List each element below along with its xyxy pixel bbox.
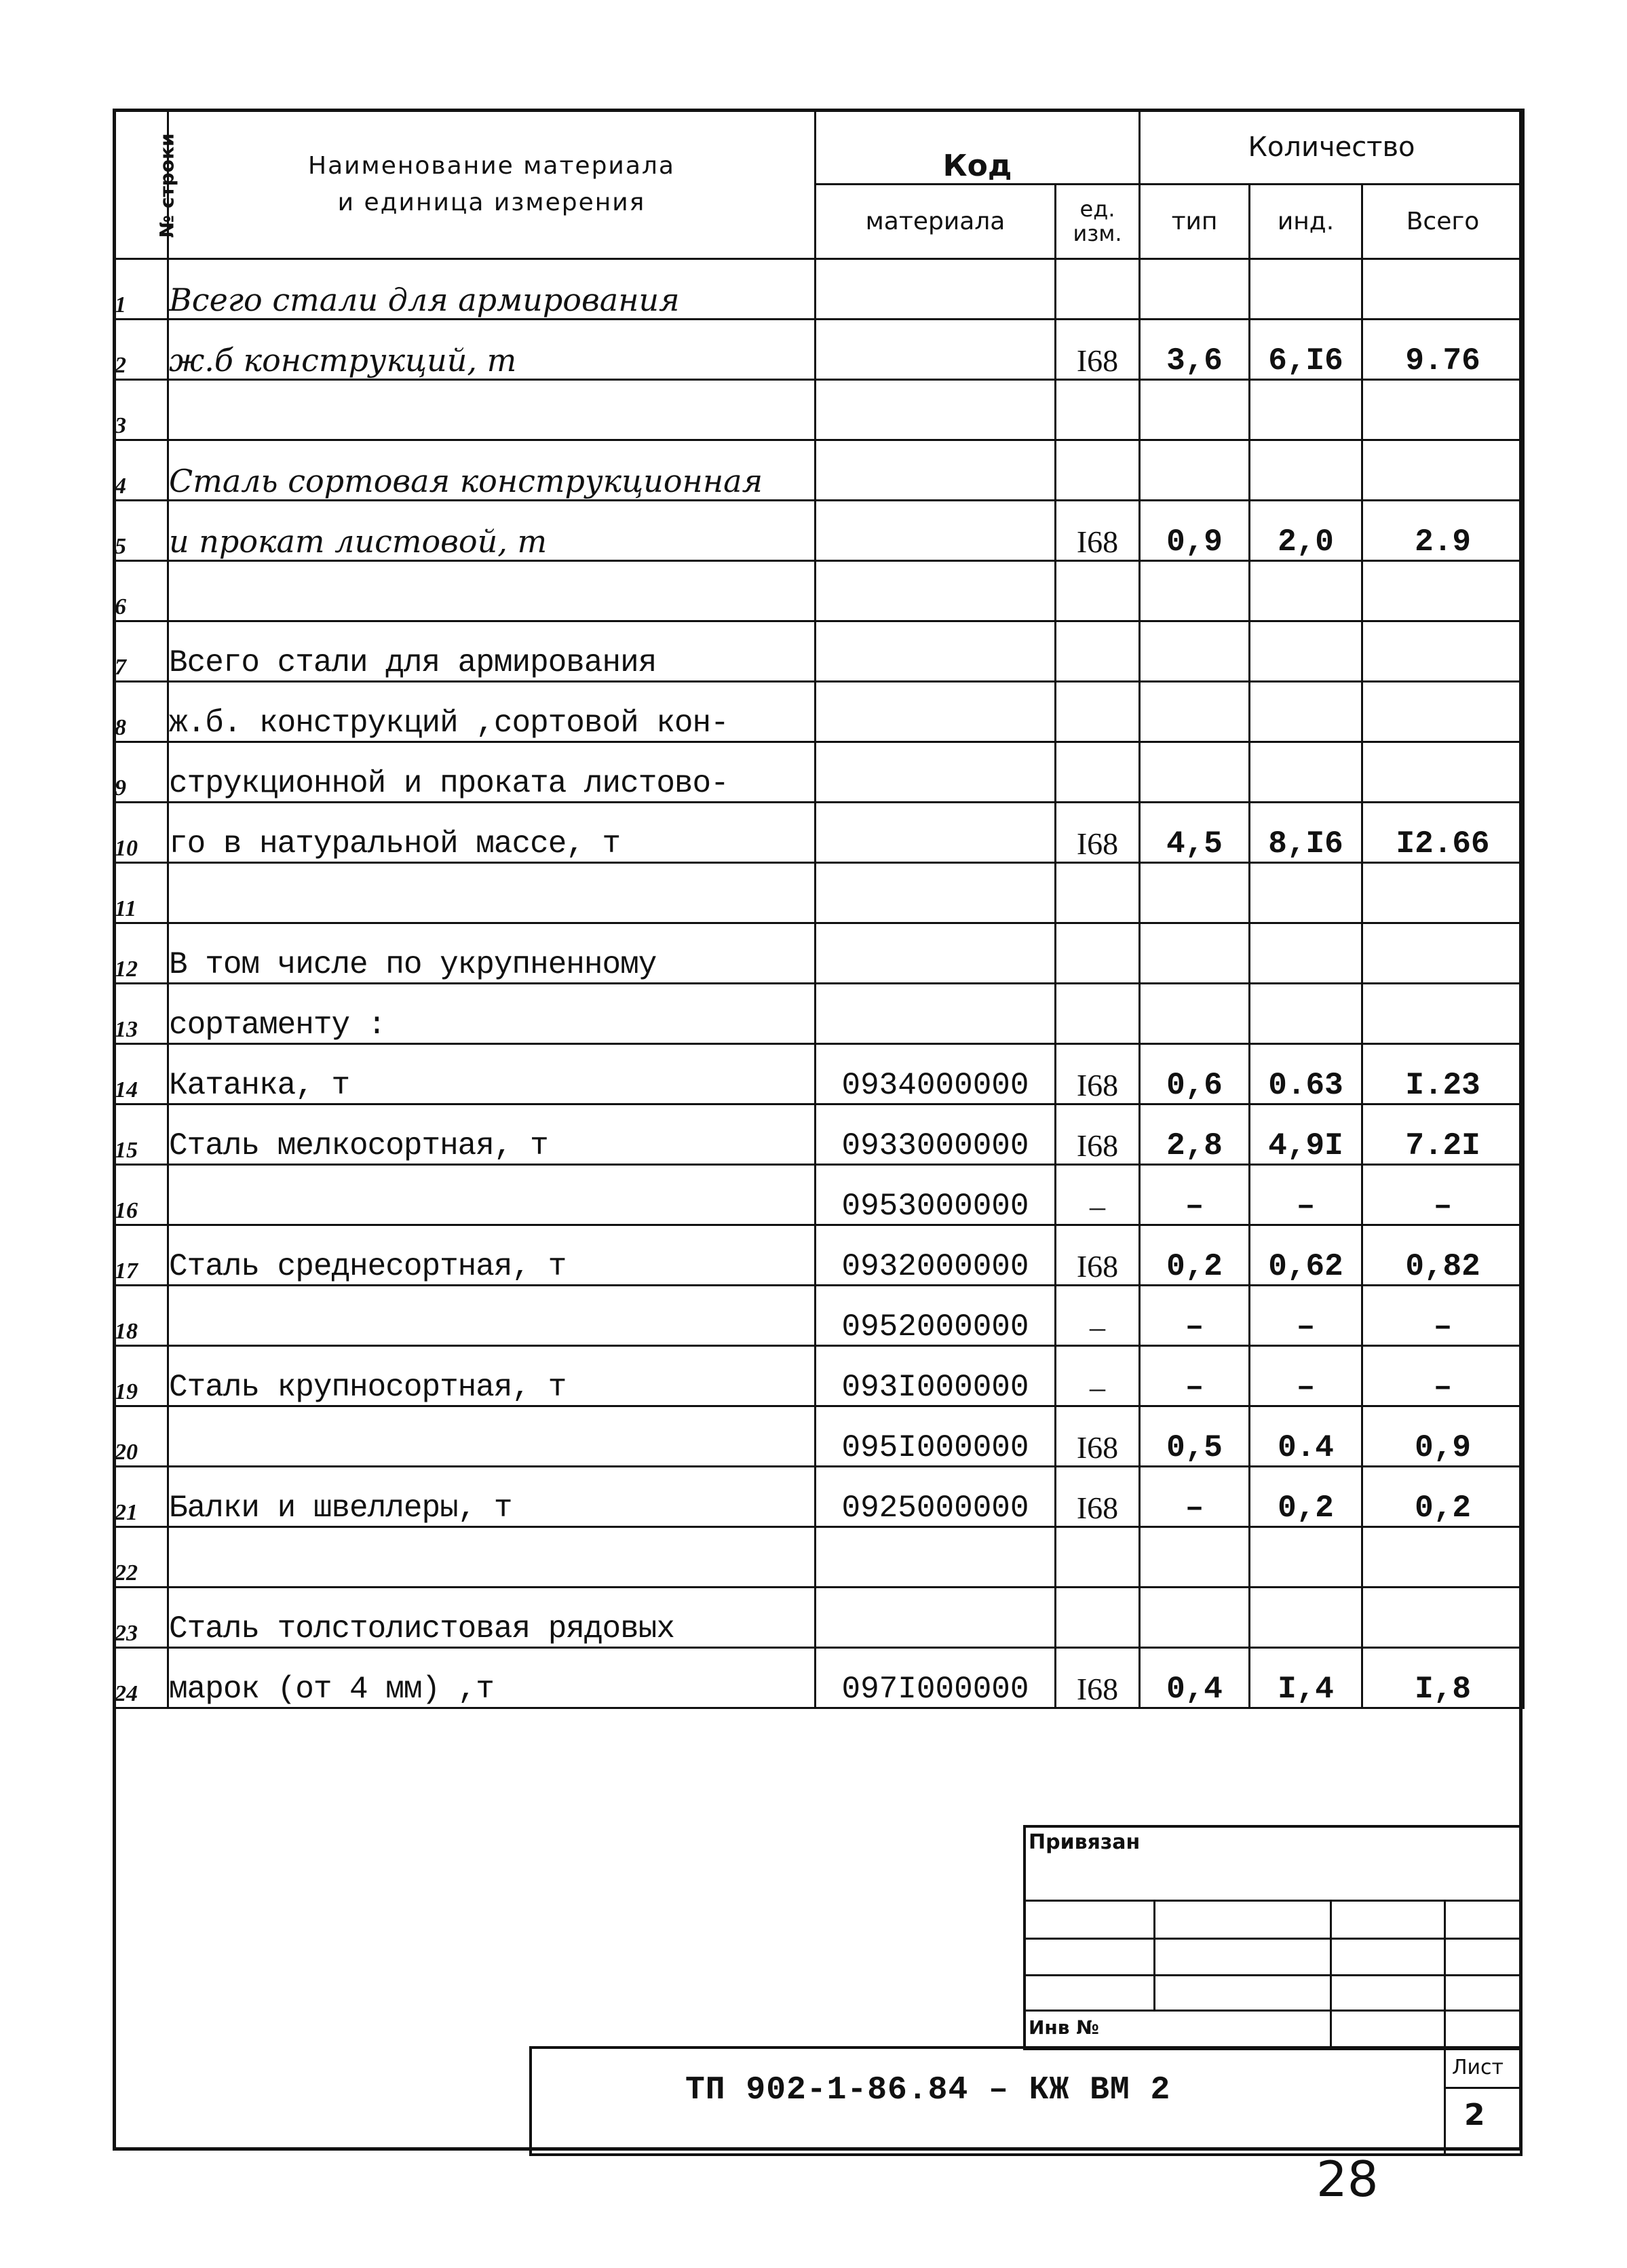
binding-rule — [1023, 2010, 1523, 2012]
row-number-cell: 13 — [114, 984, 168, 1044]
unit-code-cell — [1056, 682, 1140, 742]
quantity-header: Количество — [1140, 110, 1524, 185]
quantity-ind-cell — [1250, 380, 1362, 440]
material-code-cell — [816, 259, 1056, 320]
material-name-cell: Всего стали для армирования — [168, 621, 816, 682]
name-header-line1: Наименование материала — [308, 151, 675, 180]
quantity-type-cell — [1140, 984, 1250, 1044]
row-number-cell: 22 — [114, 1527, 168, 1588]
inventory-label: Инв № — [1029, 2016, 1099, 2039]
materials-table — [113, 109, 1525, 1709]
unit-code-cell: I68 — [1056, 1104, 1140, 1165]
unit-code-cell: I68 — [1056, 1044, 1140, 1104]
quantity-total-cell: 0,2 — [1362, 1467, 1524, 1527]
unit-code-cell: I68 — [1056, 1648, 1140, 1708]
table-row — [114, 984, 1524, 1044]
material-name-cell: ж.б конструкций, т — [168, 320, 816, 380]
unit-code-cell: I68 — [1056, 501, 1140, 561]
quantity-type-header: тип — [1140, 185, 1250, 259]
table-row — [114, 1406, 1524, 1467]
material-code-cell — [816, 621, 1056, 682]
quantity-type-cell: 0,9 — [1140, 501, 1250, 561]
material-name-cell: Сталь толстолистовая рядовых — [168, 1588, 816, 1648]
quantity-type-cell — [1140, 621, 1250, 682]
unit-code-cell: – — [1056, 1346, 1140, 1406]
unit-code-cell: I68 — [1056, 1225, 1140, 1286]
quantity-total-cell: – — [1362, 1346, 1524, 1406]
quantity-type-cell — [1140, 863, 1250, 923]
row-number-cell: 3 — [114, 380, 168, 440]
material-code-cell — [816, 440, 1056, 501]
quantity-total-cell: 0,9 — [1362, 1406, 1524, 1467]
quantity-ind-cell: – — [1250, 1346, 1362, 1406]
material-name-cell: Сталь мелкосортная, т — [168, 1104, 816, 1165]
unit-code-cell: I68 — [1056, 1467, 1140, 1527]
material-code-cell: 0925000000 — [816, 1467, 1056, 1527]
quantity-total-cell — [1362, 259, 1524, 320]
material-code-cell — [816, 501, 1056, 561]
unit-code-cell: I68 — [1056, 320, 1140, 380]
unit-code-cell: I68 — [1056, 1406, 1140, 1467]
unit-code-cell: I68 — [1056, 803, 1140, 863]
material-code-cell — [816, 923, 1056, 984]
table-row — [114, 1286, 1524, 1346]
material-name-cell — [168, 1406, 816, 1467]
quantity-ind-cell — [1250, 923, 1362, 984]
row-number-cell: 9 — [114, 742, 168, 803]
quantity-total-cell: I.23 — [1362, 1044, 1524, 1104]
unit-code-cell — [1056, 561, 1140, 621]
quantity-ind-cell — [1250, 440, 1362, 501]
binding-rule — [1023, 1900, 1523, 1902]
quantity-ind-cell: – — [1250, 1165, 1362, 1225]
table-row — [114, 1467, 1524, 1527]
quantity-total-cell: I2.66 — [1362, 803, 1524, 863]
material-code-cell — [816, 1527, 1056, 1588]
quantity-ind-cell — [1250, 621, 1362, 682]
quantity-ind-cell — [1250, 984, 1362, 1044]
row-number-cell: 5 — [114, 501, 168, 561]
material-name-cell — [168, 1286, 816, 1346]
unit-code-cell — [1056, 863, 1140, 923]
material-name-cell: ж.б. конструкций ,сортовой кон- — [168, 682, 816, 742]
table-row — [114, 561, 1524, 621]
quantity-ind-cell: 4,9I — [1250, 1104, 1362, 1165]
table-row — [114, 1346, 1524, 1406]
quantity-ind-cell — [1250, 863, 1362, 923]
quantity-type-cell — [1140, 380, 1250, 440]
table-row — [114, 320, 1524, 380]
quantity-type-cell: 0,6 — [1140, 1044, 1250, 1104]
row-number-cell: 17 — [114, 1225, 168, 1286]
material-code-cell — [816, 984, 1056, 1044]
material-code-cell — [816, 863, 1056, 923]
row-number-cell: 20 — [114, 1406, 168, 1467]
material-code-cell: 097I000000 — [816, 1648, 1056, 1708]
unit-code-cell: – — [1056, 1286, 1140, 1346]
quantity-type-cell: 4,5 — [1140, 803, 1250, 863]
quantity-ind-cell — [1250, 259, 1362, 320]
quantity-type-cell — [1140, 1588, 1250, 1648]
row-number-cell: 12 — [114, 923, 168, 984]
material-code-cell: 0932000000 — [816, 1225, 1056, 1286]
binding-rule — [1023, 1974, 1523, 1976]
table-row — [114, 1648, 1524, 1708]
material-name-cell: струкционной и проката листово- — [168, 742, 816, 803]
binding-label: Привязан — [1029, 1830, 1141, 1854]
quantity-ind-cell: 0.4 — [1250, 1406, 1362, 1467]
material-name-cell — [168, 1527, 816, 1588]
quantity-total-cell — [1362, 682, 1524, 742]
stamp-divider — [1444, 2046, 1446, 2156]
material-name-cell: сортаменту : — [168, 984, 816, 1044]
row-number-cell: 11 — [114, 863, 168, 923]
unit-code-cell — [1056, 1588, 1140, 1648]
material-code-cell — [816, 380, 1056, 440]
code-material-header: материала — [816, 185, 1056, 259]
table-row — [114, 621, 1524, 682]
material-name-cell — [168, 380, 816, 440]
code-header: Код — [816, 110, 1140, 185]
table-row — [114, 1225, 1524, 1286]
material-name-cell: Сталь крупносортная, т — [168, 1346, 816, 1406]
quantity-ind-cell — [1250, 742, 1362, 803]
quantity-ind-cell — [1250, 682, 1362, 742]
table-row — [114, 1044, 1524, 1104]
material-code-cell: 0952000000 — [816, 1286, 1056, 1346]
quantity-type-cell: 0,4 — [1140, 1648, 1250, 1708]
material-code-cell: 095I000000 — [816, 1406, 1056, 1467]
unit-code-cell — [1056, 742, 1140, 803]
material-name-cell: Катанка, т — [168, 1044, 816, 1104]
quantity-type-cell: – — [1140, 1286, 1250, 1346]
quantity-type-cell: 0,2 — [1140, 1225, 1250, 1286]
material-code-cell — [816, 742, 1056, 803]
quantity-type-cell: 3,6 — [1140, 320, 1250, 380]
binding-divider — [1330, 1900, 1332, 2050]
row-number-cell: 18 — [114, 1286, 168, 1346]
binding-rule — [1023, 1938, 1523, 1940]
quantity-total-cell — [1362, 621, 1524, 682]
code-unit-header: ед. изм. — [1056, 185, 1140, 259]
row-number-header: № строки — [114, 110, 168, 259]
document-code: ТП 902-1-86.84 – КЖ ВМ 2 — [685, 2072, 1171, 2109]
material-code-cell: 0933000000 — [816, 1104, 1056, 1165]
page-number: 28 — [1316, 2151, 1379, 2208]
quantity-ind-cell — [1250, 1588, 1362, 1648]
quantity-type-cell — [1140, 259, 1250, 320]
table-row — [114, 501, 1524, 561]
quantity-ind-cell: 2,0 — [1250, 501, 1362, 561]
sheet-number: 2 — [1464, 2098, 1485, 2132]
quantity-total-cell — [1362, 561, 1524, 621]
quantity-ind-header: инд. — [1250, 185, 1362, 259]
row-number-cell: 8 — [114, 682, 168, 742]
material-code-cell: 0953000000 — [816, 1165, 1056, 1225]
quantity-type-cell — [1140, 1527, 1250, 1588]
unit-code-cell — [1056, 984, 1140, 1044]
row-number-cell: 23 — [114, 1588, 168, 1648]
material-name-cell — [168, 863, 816, 923]
row-number-cell: 4 — [114, 440, 168, 501]
quantity-total-cell: 0,82 — [1362, 1225, 1524, 1286]
quantity-total-cell: – — [1362, 1165, 1524, 1225]
name-header-line2: и единица измерения — [337, 188, 646, 216]
table-row — [114, 1588, 1524, 1648]
quantity-type-cell: – — [1140, 1467, 1250, 1527]
row-number-cell: 1 — [114, 259, 168, 320]
unit-code-cell — [1056, 259, 1140, 320]
quantity-total-cell — [1362, 742, 1524, 803]
row-number-cell: 7 — [114, 621, 168, 682]
quantity-ind-cell: 0,62 — [1250, 1225, 1362, 1286]
quantity-total-cell — [1362, 1588, 1524, 1648]
quantity-type-cell — [1140, 682, 1250, 742]
quantity-type-cell — [1140, 440, 1250, 501]
quantity-type-cell: 2,8 — [1140, 1104, 1250, 1165]
material-name-cell: марок (от 4 мм) ,т — [168, 1648, 816, 1708]
material-code-cell — [816, 682, 1056, 742]
table-row — [114, 440, 1524, 501]
unit-code-cell — [1056, 380, 1140, 440]
material-code-cell — [816, 320, 1056, 380]
unit-code-cell — [1056, 621, 1140, 682]
table-row — [114, 863, 1524, 923]
unit-code-cell — [1056, 440, 1140, 501]
quantity-total-cell — [1362, 440, 1524, 501]
row-number-cell: 2 — [114, 320, 168, 380]
quantity-total-cell: 7.2I — [1362, 1104, 1524, 1165]
row-number-cell: 6 — [114, 561, 168, 621]
row-number-cell: 16 — [114, 1165, 168, 1225]
quantity-ind-cell: 6,I6 — [1250, 320, 1362, 380]
quantity-total-cell — [1362, 923, 1524, 984]
material-code-cell — [816, 561, 1056, 621]
quantity-total-cell — [1362, 380, 1524, 440]
table-row — [114, 923, 1524, 984]
material-name-cell: Балки и швеллеры, т — [168, 1467, 816, 1527]
material-name-cell: Сталь сортовая конструкционная — [168, 440, 816, 501]
quantity-total-cell — [1362, 1527, 1524, 1588]
quantity-total-cell: 9.76 — [1362, 320, 1524, 380]
table-row — [114, 1104, 1524, 1165]
row-number-cell: 10 — [114, 803, 168, 863]
row-number-cell: 24 — [114, 1648, 168, 1708]
material-code-cell: 093I000000 — [816, 1346, 1056, 1406]
unit-code-cell — [1056, 923, 1140, 984]
material-name-cell: Всего стали для армирования — [168, 259, 816, 320]
quantity-total-cell: 2.9 — [1362, 501, 1524, 561]
quantity-ind-cell: 0.63 — [1250, 1044, 1362, 1104]
binding-divider — [1444, 1900, 1446, 2050]
quantity-type-cell — [1140, 561, 1250, 621]
table-row — [114, 682, 1524, 742]
quantity-ind-cell: 8,I6 — [1250, 803, 1362, 863]
quantity-total-cell: – — [1362, 1286, 1524, 1346]
row-number-cell: 19 — [114, 1346, 168, 1406]
material-name-cell: Сталь среднесортная, т — [168, 1225, 816, 1286]
material-name-cell: и прокат листовой, т — [168, 501, 816, 561]
row-number-cell: 21 — [114, 1467, 168, 1527]
material-name-cell — [168, 561, 816, 621]
material-code-cell: 0934000000 — [816, 1044, 1056, 1104]
quantity-total-cell: I,8 — [1362, 1648, 1524, 1708]
binding-divider — [1153, 1900, 1155, 2010]
quantity-ind-cell: – — [1250, 1286, 1362, 1346]
sheet-label: Лист — [1452, 2056, 1504, 2079]
table-row — [114, 742, 1524, 803]
table-row — [114, 380, 1524, 440]
quantity-ind-cell — [1250, 561, 1362, 621]
row-number-cell: 15 — [114, 1104, 168, 1165]
quantity-type-cell — [1140, 923, 1250, 984]
quantity-type-cell — [1140, 742, 1250, 803]
quantity-ind-cell: 0,2 — [1250, 1467, 1362, 1527]
table-row — [114, 1165, 1524, 1225]
stamp-rule — [1444, 2087, 1523, 2089]
table-row — [114, 803, 1524, 863]
quantity-type-cell: 0,5 — [1140, 1406, 1250, 1467]
quantity-type-cell: – — [1140, 1165, 1250, 1225]
material-name-cell: го в натуральной массе, т — [168, 803, 816, 863]
table-row — [114, 1527, 1524, 1588]
material-name-cell — [168, 1165, 816, 1225]
name-header — [168, 110, 816, 259]
quantity-total-cell — [1362, 863, 1524, 923]
table-row — [114, 259, 1524, 320]
quantity-type-cell: – — [1140, 1346, 1250, 1406]
quantity-total-cell — [1362, 984, 1524, 1044]
unit-code-cell: – — [1056, 1165, 1140, 1225]
material-code-cell — [816, 1588, 1056, 1648]
row-number-cell: 14 — [114, 1044, 168, 1104]
quantity-ind-cell: I,4 — [1250, 1648, 1362, 1708]
quantity-ind-cell — [1250, 1527, 1362, 1588]
unit-code-cell — [1056, 1527, 1140, 1588]
quantity-total-header: Всего — [1362, 185, 1524, 259]
material-name-cell: В том числе по укрупненному — [168, 923, 816, 984]
material-code-cell — [816, 803, 1056, 863]
